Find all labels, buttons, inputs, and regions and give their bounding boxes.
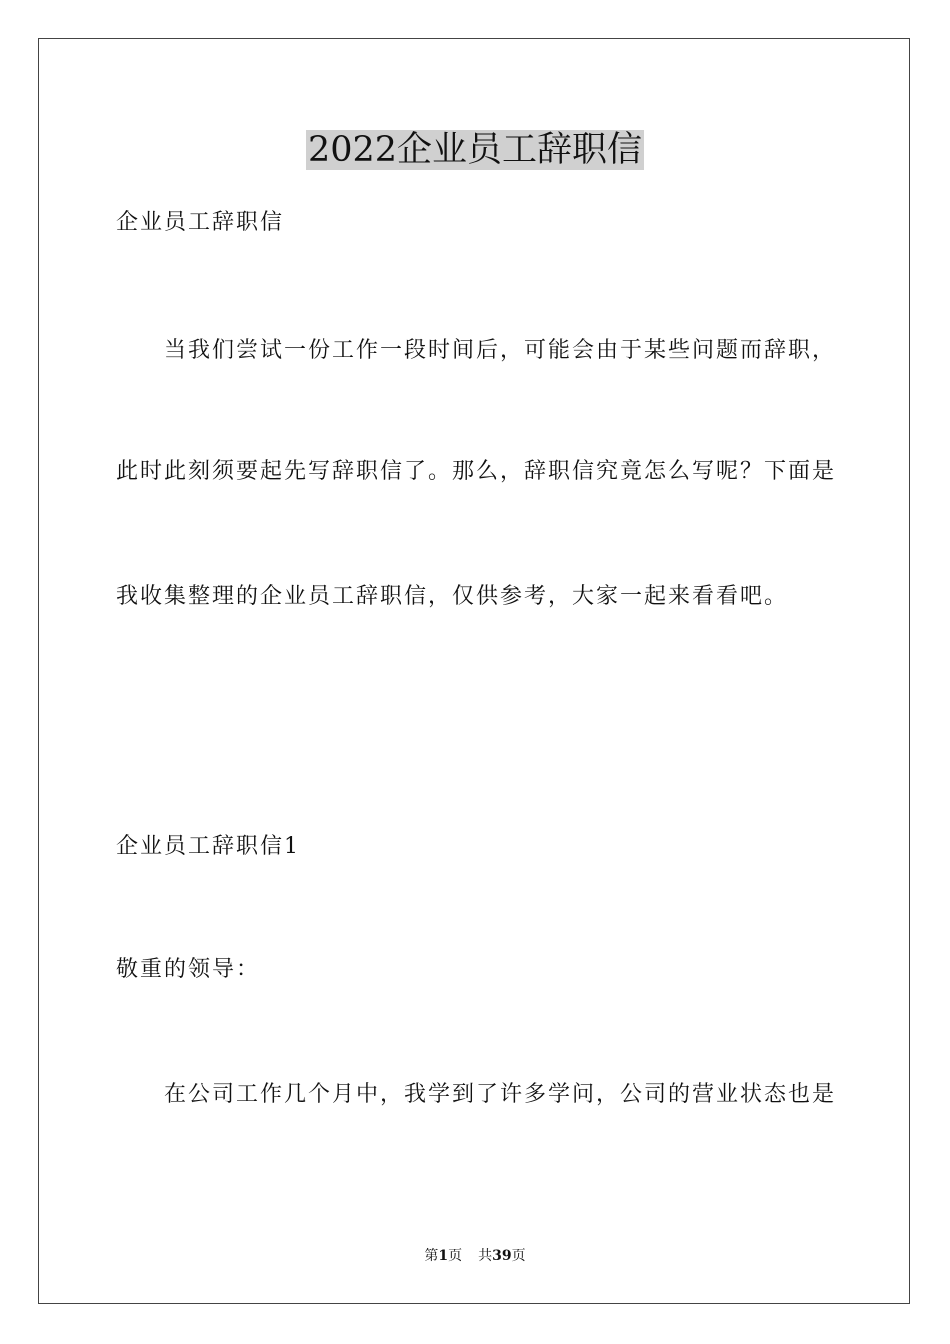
intro-line-2: 此时此刻须要起先写辞职信了。那么，辞职信究竟怎么写呢？下面是 bbox=[116, 459, 837, 484]
body-line-1: 在公司工作几个月中，我学到了许多学问，公司的营业状态也是 bbox=[164, 1082, 837, 1107]
salutation: 敬重的领导： bbox=[116, 957, 261, 982]
document-subtitle: 企业员工辞职信 bbox=[116, 210, 285, 235]
document-title-text: 2022企业员工辞职信 bbox=[307, 130, 643, 170]
total-suffix: 页 bbox=[511, 1248, 526, 1264]
total-prefix: 共 bbox=[478, 1248, 493, 1264]
section-heading: 企业员工辞职信1 bbox=[116, 834, 300, 859]
page-number: 1 bbox=[438, 1248, 449, 1264]
intro-line-3: 我收集整理的企业员工辞职信，仅供参考，大家一起来看看吧。 bbox=[116, 584, 789, 609]
page-footer bbox=[0, 1246, 950, 1266]
document-title bbox=[0, 126, 950, 174]
page-prefix: 第 bbox=[424, 1248, 439, 1264]
page-suffix: 页 bbox=[448, 1248, 463, 1264]
intro-line-1: 当我们尝试一份工作一段时间后，可能会由于某些问题而辞职， bbox=[164, 338, 837, 363]
page-total: 39 bbox=[492, 1248, 512, 1264]
